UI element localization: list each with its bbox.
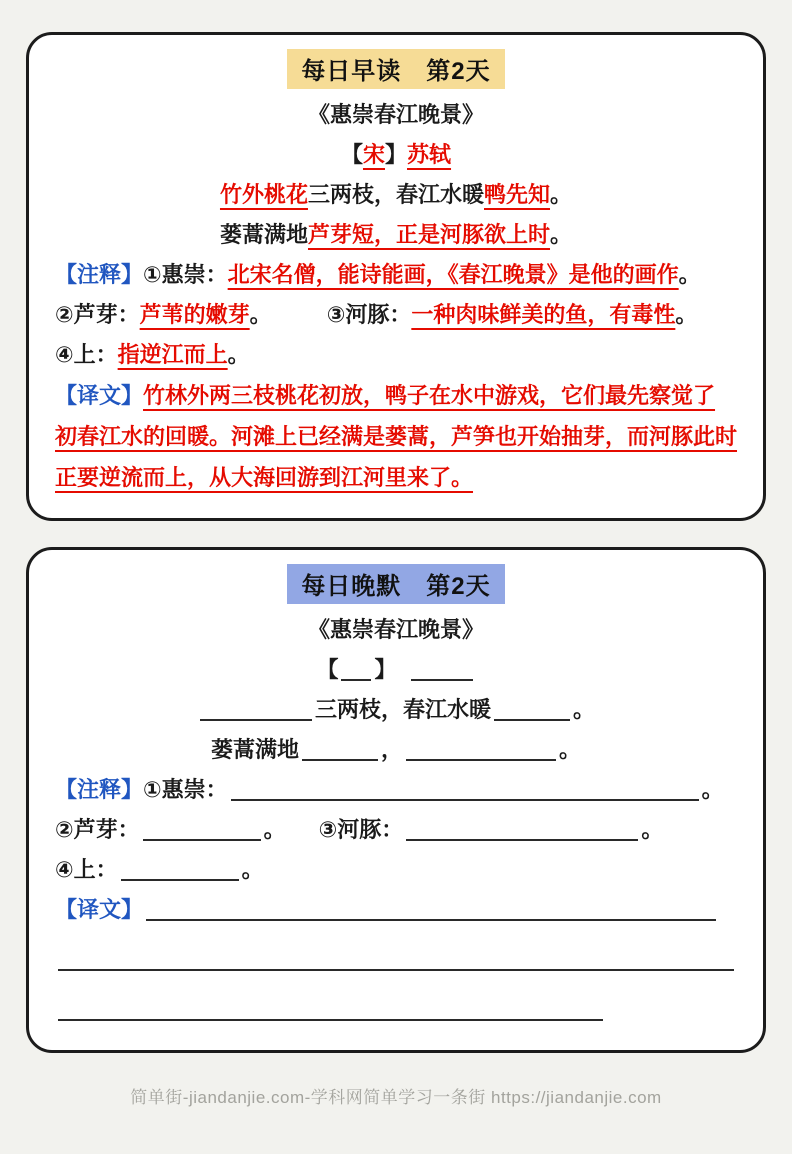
text-segment: 【注释】 bbox=[55, 262, 144, 287]
morning-header-badge: 每日早读 第2天 bbox=[287, 49, 504, 89]
evening-header-badge: 每日晚默 第2天 bbox=[287, 564, 504, 604]
text-segment: ②芦芽： bbox=[55, 302, 140, 327]
text-segment: 三两枝，春江水暖 bbox=[314, 697, 491, 722]
text-segment: 。 bbox=[550, 222, 573, 247]
text-segment: ③河豚： bbox=[318, 817, 404, 842]
evening-note-line-1 bbox=[55, 770, 737, 810]
text-segment: 指逆江而上 bbox=[117, 342, 228, 367]
blank-field bbox=[146, 899, 716, 921]
text-segment bbox=[386, 657, 408, 682]
morning-note-line-1 bbox=[55, 255, 737, 295]
text-segment: 【注释】 bbox=[55, 777, 144, 802]
text-segment: 宋 bbox=[362, 142, 385, 167]
blank-field bbox=[121, 859, 239, 881]
morning-reading-panel bbox=[26, 32, 766, 521]
text-segment: 。 bbox=[559, 737, 582, 762]
text-segment: 竹林外两三枝桃花初放，鸭子在水中游戏，它们最先察觉了初春江水的回暖。河滩上已经满是蒌蒿，芦笋也开始抽芽，而河豚此时正要逆流而上，从大海回游到江河里来了。 bbox=[55, 383, 738, 490]
evening-note-line-2 bbox=[55, 810, 737, 850]
blank-field bbox=[58, 999, 603, 1021]
evening-note-line-3 bbox=[55, 850, 737, 890]
morning-note-line-3 bbox=[55, 335, 737, 375]
text-segment: ， bbox=[380, 737, 403, 762]
text-segment: 】 bbox=[374, 657, 386, 682]
text-segment: ④上： bbox=[55, 857, 118, 882]
blank-field bbox=[406, 739, 556, 761]
text-segment: 。 bbox=[227, 342, 250, 367]
text-segment: 芦芽短， bbox=[307, 222, 396, 247]
morning-badge-row bbox=[55, 49, 737, 89]
morning-translation bbox=[55, 375, 737, 498]
text-segment: 一种肉味鲜美的鱼，有毒性 bbox=[411, 302, 676, 327]
evening-poem-line-2 bbox=[55, 730, 737, 770]
blank-field bbox=[200, 699, 312, 721]
text-segment: 芦苇的嫩芽 bbox=[139, 302, 250, 327]
morning-poem-line-2 bbox=[55, 215, 737, 255]
text-segment: 。 bbox=[675, 302, 698, 327]
morning-poem-title: 《惠崇春江晚景》 bbox=[307, 102, 484, 127]
blank-field bbox=[143, 819, 261, 841]
text-segment: 】 bbox=[385, 142, 408, 167]
text-segment: 。 bbox=[249, 302, 261, 327]
evening-poem-title: 《惠崇春江晚景》 bbox=[307, 617, 484, 642]
text-segment: 北宋名僧，能诗能画，《春江晚景》是他的画作 bbox=[227, 262, 679, 287]
text-segment: ①惠崇： bbox=[143, 262, 228, 287]
text-segment: 。 bbox=[550, 182, 573, 207]
blank-field bbox=[58, 949, 734, 971]
blank-field bbox=[406, 819, 638, 841]
worksheet-page bbox=[0, 32, 792, 1154]
text-segment: 【 bbox=[340, 142, 363, 167]
text-segment: ④上： bbox=[55, 342, 118, 367]
text-segment: 鸭先知 bbox=[484, 182, 551, 207]
evening-dictation-panel bbox=[26, 547, 766, 1053]
blank-field bbox=[231, 779, 699, 801]
text-segment: ③河豚： bbox=[326, 302, 412, 327]
evening-translation-line bbox=[55, 890, 737, 930]
text-segment: 蒌蒿满地 bbox=[219, 222, 308, 247]
text-segment: 蒌蒿满地 bbox=[210, 737, 299, 762]
text-segment: 。 bbox=[701, 777, 724, 802]
blank-field bbox=[302, 739, 378, 761]
morning-poem-line-1 bbox=[55, 175, 737, 215]
text-segment: 【译文】 bbox=[55, 897, 144, 922]
text-segment: 竹外桃花 bbox=[219, 182, 308, 207]
morning-author-line bbox=[55, 135, 737, 175]
evening-extra-blank-line-2 bbox=[55, 990, 737, 1030]
blank-field bbox=[411, 659, 473, 681]
evening-badge-row bbox=[55, 564, 737, 604]
evening-poem-line-1 bbox=[55, 690, 737, 730]
evening-extra-blank-line-1 bbox=[55, 940, 737, 980]
text-segment: 【 bbox=[316, 657, 339, 682]
text-segment: 正是河豚欲上时 bbox=[396, 222, 551, 247]
text-segment: 【译文】 bbox=[55, 383, 144, 408]
text-segment bbox=[275, 817, 319, 842]
text-segment: 。 bbox=[678, 262, 701, 287]
text-segment: 。 bbox=[241, 857, 264, 882]
evening-author-line bbox=[55, 650, 737, 690]
text-segment bbox=[261, 302, 327, 327]
footer-watermark: 简单街-jiandanjie.com-学科网简单学习一条街 https://jiandanjie.com bbox=[130, 1088, 662, 1107]
text-segment: 。 bbox=[573, 697, 596, 722]
text-segment: 。 bbox=[641, 817, 664, 842]
text-segment: ①惠崇： bbox=[143, 777, 228, 802]
text-segment: ②芦芽： bbox=[55, 817, 140, 842]
text-segment: 苏轼 bbox=[407, 142, 452, 167]
text-segment: 三两枝，春江水暖 bbox=[307, 182, 484, 207]
morning-note-line-2 bbox=[55, 295, 737, 335]
blank-field bbox=[494, 699, 570, 721]
text-segment: 。 bbox=[263, 817, 275, 842]
blank-field bbox=[341, 659, 371, 681]
